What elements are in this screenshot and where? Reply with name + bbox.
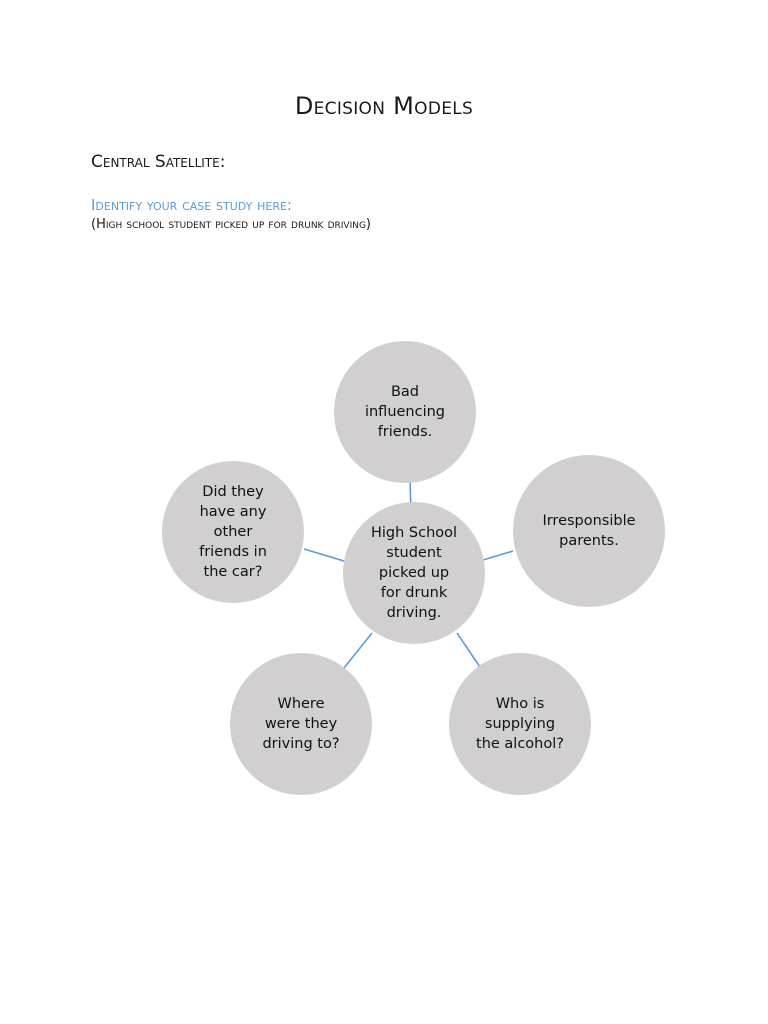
satellite-node-bottom-left — [230, 653, 372, 795]
connector-right — [483, 551, 513, 560]
connector-bottom-left — [344, 633, 372, 668]
connector-left — [304, 549, 344, 561]
center-node — [343, 502, 485, 644]
satellite-node-left — [162, 461, 304, 603]
satellite-label-top: Bad influencing friends. — [364, 384, 446, 440]
satellite-node-top — [334, 341, 476, 483]
satellite-node-bottom-right — [449, 653, 591, 795]
connector-bottom-right — [457, 633, 480, 667]
satellite-node-right — [513, 455, 665, 607]
section-subtitle: Central Satellite: — [91, 152, 226, 172]
nodes — [162, 341, 665, 795]
satellite-label-right: Irresponsible parents. — [542, 513, 636, 549]
satellite-label-bottom-right: Who is supplying the alcohol? — [476, 696, 564, 752]
center-node-label: High School student picked up for drunk driving. — [370, 525, 458, 621]
satellite-label-bottom-left: Where were they driving to? — [262, 696, 340, 752]
case-study-text: (High school student picked up for drunk driving) — [91, 217, 372, 232]
satellite-label-left: Did they have any other friends in the car? — [199, 484, 267, 580]
document-title: Decision Models — [294, 92, 474, 120]
case-study-heading: Identify your case study here: — [91, 196, 292, 214]
